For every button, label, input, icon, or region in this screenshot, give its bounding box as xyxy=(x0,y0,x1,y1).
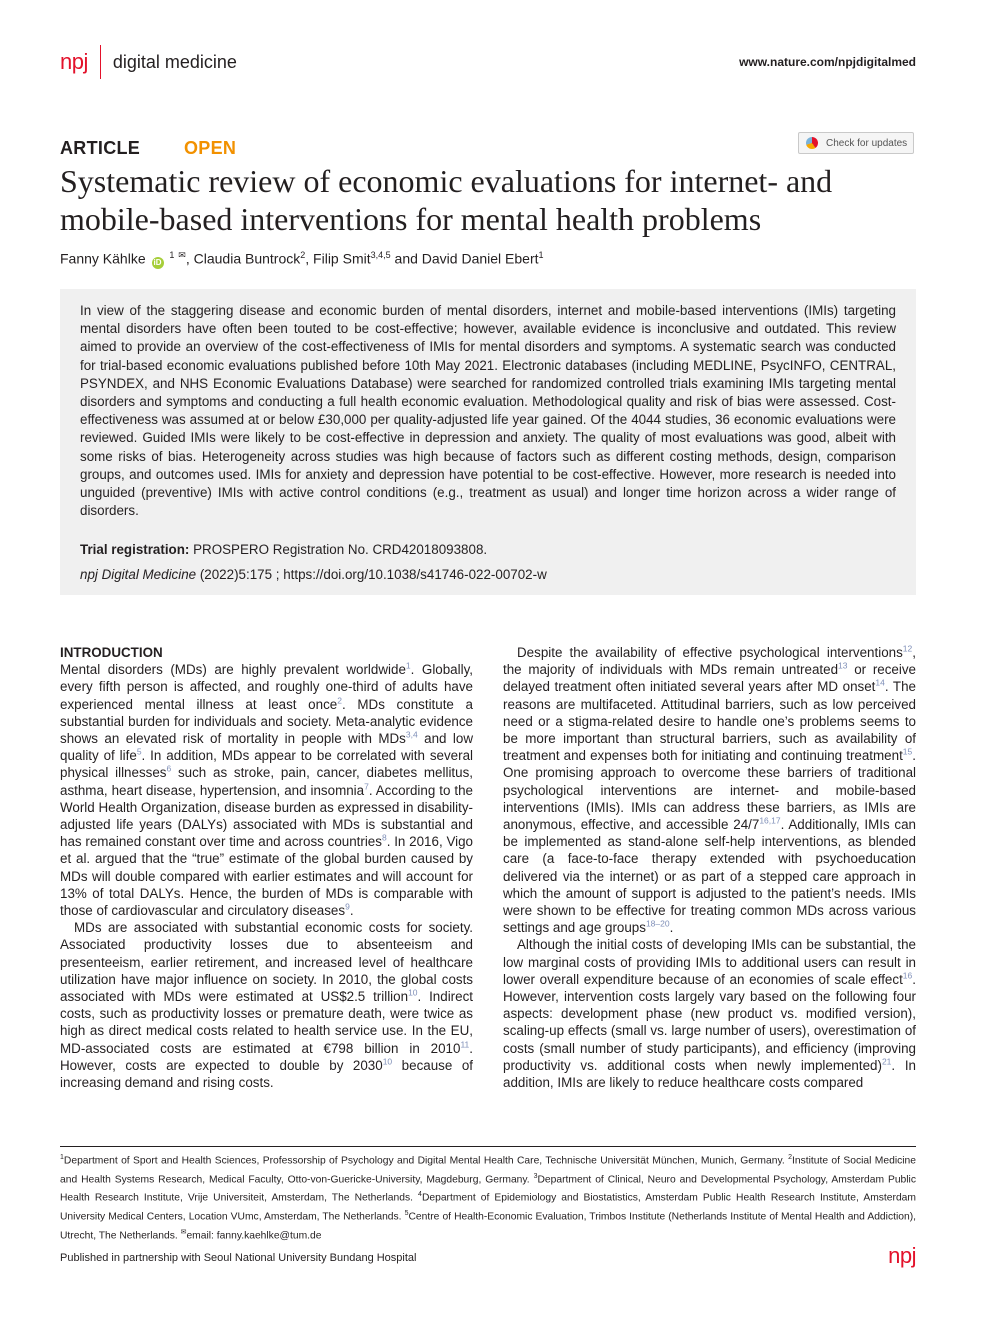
reference-link[interactable]: 13 xyxy=(838,660,848,671)
reference-link[interactable]: 8 xyxy=(381,832,387,843)
author-link[interactable]: , Claudia Buntrock xyxy=(185,250,301,267)
orcid-icon[interactable]: iD xyxy=(153,257,162,267)
paragraph-text: . The reasons are multifaceted. Attitudinal barriers, such as low perceived need or a stigma-related desire to handle one’s problems seems to be more important than structural barriers, such as availability of treatment and expenses both for initiating and continuing treatment xyxy=(503,679,916,764)
paragraph-text: . In 2016, Vigo et al. argued that the “true” estimate of the global burden caused by MDs will double compared with earlier estimates and will account for 13% of total DALYs. Hence, the burden of MDs is comparable with those of cardiovascular and circulatory diseases xyxy=(60,834,473,919)
paragraph xyxy=(60,919,473,1091)
footnote-divider xyxy=(60,1146,916,1147)
paragraph-text: . However, costs are expected to double by 2030 xyxy=(60,1040,473,1073)
affiliation-ref: 1 xyxy=(538,250,544,260)
trial-registration-label: Trial registration: xyxy=(80,542,190,557)
author-link[interactable]: and David Daniel Ebert xyxy=(390,250,539,267)
reference-link[interactable]: 16 xyxy=(902,970,913,981)
npj-footer-logo: npj xyxy=(888,1243,916,1268)
paragraph-text: . In addition, IMIs are likely to reduce healthcare costs compared xyxy=(503,1057,917,1091)
paragraph-text: MDs are associated with substantial economic costs for society. Associated productivity losses due to absenteeism and presenteeism, earlier retirement, and increased level of healthcare utilization have major influence on society. In 2010, the global costs associated with MDs were estimated at US$2.5 trillion xyxy=(60,920,473,1005)
journal-name: digital medicine xyxy=(112,51,237,72)
affiliation-number: 4 xyxy=(418,1191,422,1199)
reference-link[interactable]: 10 xyxy=(408,987,418,998)
reference-link[interactable]: 11 xyxy=(460,1039,470,1050)
paragraph-text: . xyxy=(349,903,354,919)
affiliation-number: 2 xyxy=(788,1154,792,1161)
affiliation-ref: 2 xyxy=(300,250,306,260)
reference-link[interactable]: 21 xyxy=(881,1056,892,1067)
reference-link[interactable]: 14 xyxy=(875,677,885,688)
reference-link[interactable]: 12 xyxy=(902,643,913,654)
paragraph-text: . However, intervention costs largely vary based on the following four aspects: development phase (new product vs. modified version), scaling-up effects (small vs. large number of users), overestimation of costs (small number of study participants), and efficiency (improving productivity vs. additional costs when newly implemented) xyxy=(503,971,916,1073)
journal-logo[interactable] xyxy=(60,44,237,80)
affiliation-number: 3 xyxy=(533,1172,538,1180)
affiliation-number: 5 xyxy=(404,1209,409,1217)
npj-logo-text: npj xyxy=(60,49,88,74)
body-column-left xyxy=(60,644,473,1091)
paragraph xyxy=(60,661,473,919)
reference-link[interactable]: 3,4 xyxy=(405,729,418,740)
body-column-right xyxy=(503,644,916,1091)
affiliations-footnote xyxy=(60,1150,916,1243)
affiliation-number: ✉ xyxy=(180,1228,187,1236)
affiliation-text: Centre of Health-Economic Evaluation, Trimbos Institute (Netherlands Institute of Mental Health and Addiction), Utrecht, The Netherlands. xyxy=(60,1211,916,1241)
paragraph-text: . xyxy=(669,920,674,936)
publisher-partnership: Published in partnership with Seoul National University Bundang Hospital xyxy=(60,1252,417,1264)
paragraph-text: . Globally, every fifth person is affected, and roughly one-third of adults have experienced mental illness at least once xyxy=(60,662,474,712)
trial-registration xyxy=(80,542,487,557)
paragraph-text: . MDs constitute a substantial burden for individuals and society. Meta-analytic evidence shows an elevated risk of mortality in people with MDs xyxy=(60,696,473,747)
logo-divider xyxy=(100,45,101,79)
check-for-updates-label: Check for updates xyxy=(826,137,908,149)
open-access-label: OPEN xyxy=(184,138,237,158)
paragraph xyxy=(503,936,916,1091)
paragraph-text: because of increasing demand and rising costs. xyxy=(60,1057,473,1091)
reference-link[interactable]: 15 xyxy=(902,746,913,757)
abstract-text: In view of the staggering disease and economic burden of mental disorders, internet and mobile-based interventions (IMIs) targeting mental disorders have often been touted to be cost-effective; however, available evidence is inconclusive and outdated. This review aimed to provide an overview of the cost-effectiveness of IMIs for mental disorders and symptoms. A systematic search was conducted for trial-based economic evaluations published before 10th May 2021. Electronic databases (including MEDLINE, PsycINFO, CENTRAL, PSYNDEX, and NHS Economic Evaluations Database) were searched for randomized controlled trials examining IMIs targeting mental disorders and symptoms and conducting a full health economic evaluation. Methodological quality and risk of bias were assessed. Cost-effectiveness was assumed at or below £30,000 per quality-adjusted life year gained. Of the 4044 studies, 36 economic evaluations were reviewed. Guided IMIs were likely to be cost-effective in depression and anxiety. The quality of most evaluations was good, albeit with some risks of bias. Heterogeneity across studies was high because of factors such as different costing methods, design, comparison groups, and outcomes used. IMIs for anxiety and depression have potential to be cost-effective. However, more research is needed into unguided (preventive) IMIs with active control conditions (e.g., treatment as usual) and longer time horizon across a wider range of disorders. xyxy=(80,303,896,519)
reference-link[interactable]: 7 xyxy=(364,781,369,792)
check-for-updates-button[interactable] xyxy=(798,132,914,154)
author-list xyxy=(60,250,544,269)
journal-url-link[interactable]: www.nature.com/npjdigitalmed xyxy=(739,55,916,69)
section-heading-introduction: INTRODUCTION xyxy=(60,645,163,660)
mail-icon[interactable]: ✉ xyxy=(178,250,186,260)
affiliation-ref: 1 xyxy=(169,250,175,260)
reference-link[interactable]: 2 xyxy=(337,695,342,706)
article-title: Systematic review of economic evaluations for internet- and mobile-based interventions for mental health problems xyxy=(60,163,833,237)
citation-doi[interactable]: (2022)5:175 ; https://doi.org/10.1038/s41746-022-00702-w xyxy=(196,567,547,582)
paragraph-text: . Indirect costs, such as productivity losses or premature death, were twice as high as direct medical costs related to health service use. In the EU, MD-associated costs are estimated at €798 billion in 2010 xyxy=(60,989,473,1056)
paragraph-text: . Additionally, IMIs can be implemented as stand-alone self-help interventions, as blended care (a face-to-face therapy extended with psychoeducation delivered via the internet) or as part of a stepped care approach in which the amount of support is adjusted to the patient’s needs. IMIs were shown to be effective for treating common MDs across various settings and age groups xyxy=(503,817,917,936)
reference-link[interactable]: 1 xyxy=(405,660,411,671)
paragraph-text: . One promising approach to overcome these barriers of traditional psychological interventions are internet- and mobile-based interventions (IMIs). IMIs can address these barriers, as IMIs are anonymous, effective, and accessible 24/7 xyxy=(503,748,916,833)
reference-link[interactable]: 10 xyxy=(382,1056,393,1067)
reference-link[interactable]: 9 xyxy=(345,901,350,912)
crossmark-icon xyxy=(806,137,818,149)
citation-journal: npj Digital Medicine xyxy=(80,567,197,582)
trial-registration-value: PROSPERO Registration No. CRD42018093808. xyxy=(189,542,488,557)
reference-link[interactable]: 16,17 xyxy=(759,815,781,826)
paragraph xyxy=(503,644,916,936)
paragraph-text: Mental disorders (MDs) are highly prevalent worldwide xyxy=(60,662,406,678)
paragraph-text: Despite the availability of effective psychological interventions xyxy=(517,645,903,660)
affiliation-text: Department of Clinical, Neuro and Developmental Psychology, Amsterdam Public Health Research Institute, Vrije Universiteit, Amsterdam, The Netherlands. xyxy=(60,1174,916,1204)
paragraph-text: Although the initial costs of developing IMIs can be substantial, the low marginal costs of providing IMIs to additional users can result in lower overall expenditure because of an economies of scale effect xyxy=(503,937,916,987)
reference-link[interactable]: 5 xyxy=(136,746,142,757)
reference-link[interactable]: 6 xyxy=(166,763,172,774)
author-link[interactable]: , Filip Smit xyxy=(305,250,371,267)
paragraph-text: . According to the World Health Organization, disease burden as expressed in disability-adjusted life years (DALYs) associated with MDs is substantial and has remained constant over time and across countries xyxy=(60,782,473,850)
affiliation-text: Department of Epidemiology and Biostatistics, Amsterdam Public Health Research Institute, Amsterdam University Medical Centers, Location VUmc, Amsterdam, The Netherlands. xyxy=(60,1192,916,1223)
citation-line xyxy=(80,567,547,582)
paragraph-text: and low quality of life xyxy=(60,731,474,764)
paragraph-text: such as stroke, pain, cancer, diabetes mellitus, asthma, heart disease, hypertension, and insomnia xyxy=(60,765,473,798)
affiliation-text: Department of Sport and Health Sciences, Professorship of Psychology and Digital Mental Health Care, Technische Universität München, Munich, Germany. xyxy=(63,1155,789,1167)
reference-link[interactable]: 18–20 xyxy=(645,918,670,929)
affiliation-number: 1 xyxy=(60,1154,64,1161)
author-link[interactable]: Fanny Kählke xyxy=(60,250,146,267)
affiliation-ref: 3,4,5 xyxy=(370,250,391,260)
paragraph-text: , the majority of individuals with MDs remain untreated xyxy=(503,645,916,678)
article-type-label: ARTICLE xyxy=(60,138,141,158)
paragraph-text: . In addition, MDs appear to be correlated with several physical illnesses xyxy=(60,748,473,781)
affiliation-text: Institute of Social Medicine and Health Systems Research, Medical Faculty, Otto-von-Guericke-University, Magdeburg, Germany. xyxy=(60,1155,916,1186)
paragraph-text: or receive delayed treatment often initiated several years after MD onset xyxy=(503,662,916,695)
affiliation-text: email: fanny.kaehlke@tum.de xyxy=(186,1229,322,1241)
